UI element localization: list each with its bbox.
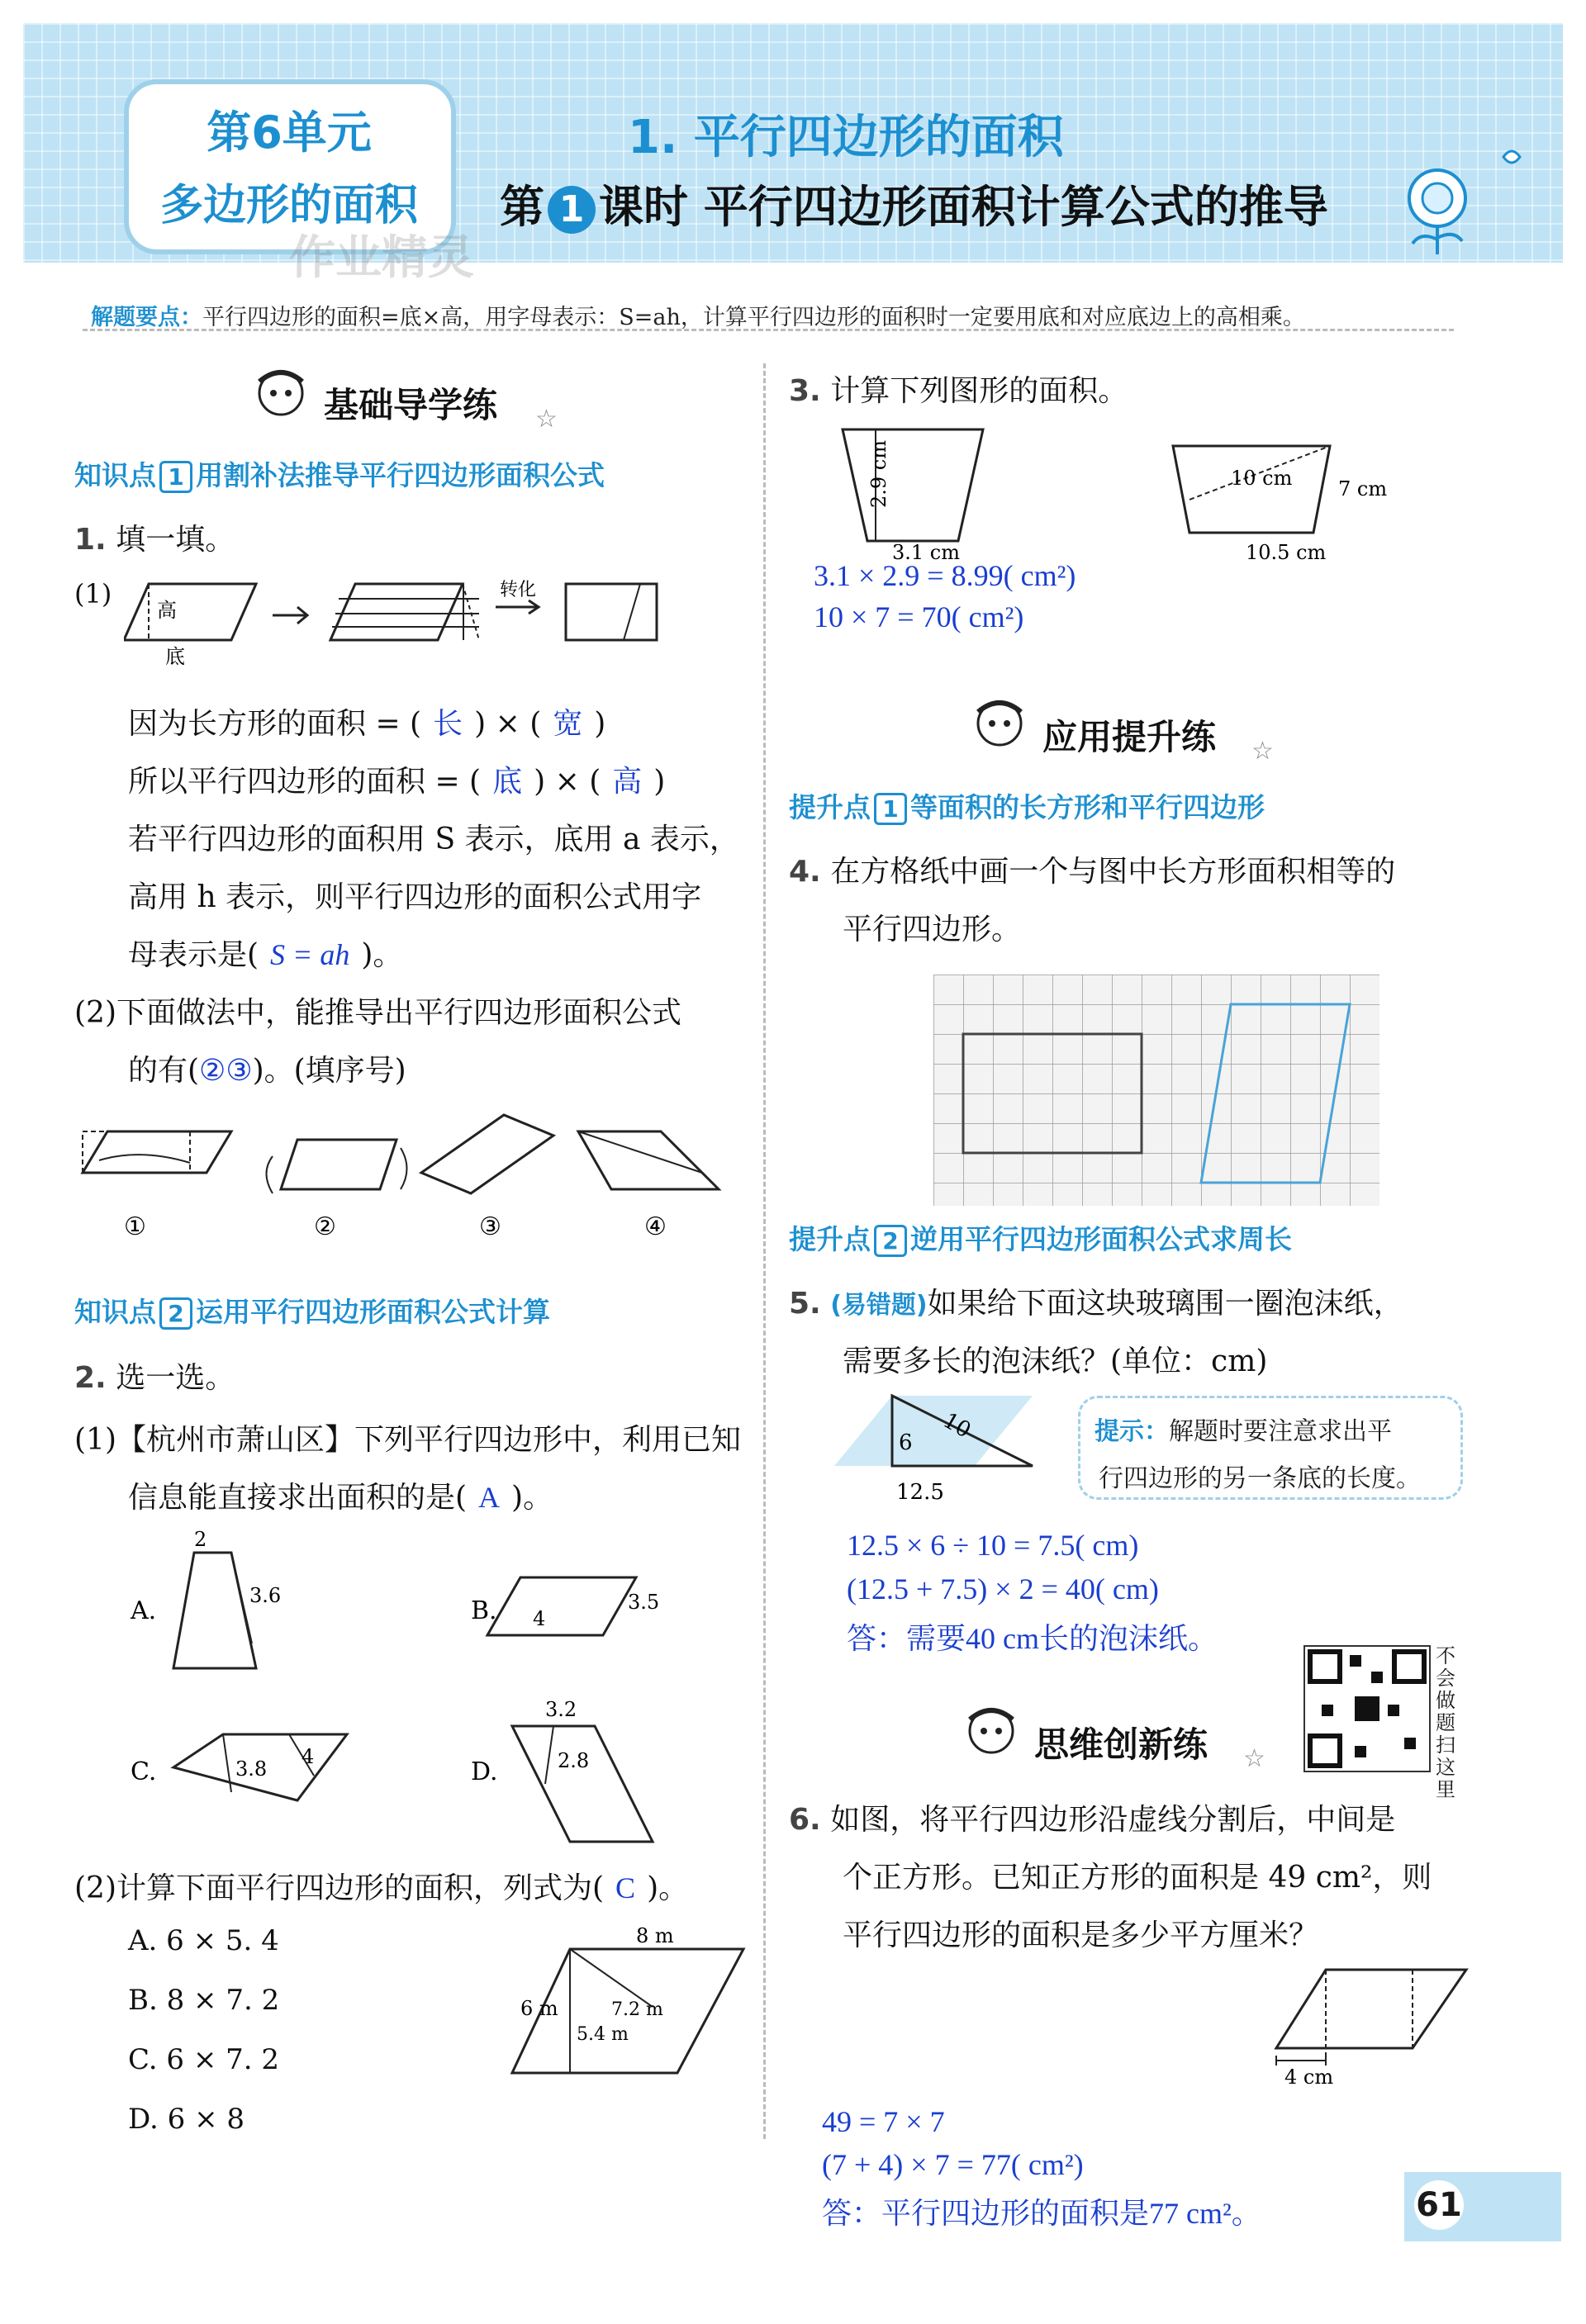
tip-divider [83,329,1454,331]
svg-text:10.5 cm: 10.5 cm [1246,541,1327,564]
q2-part1-line1: (1)【杭州市萧山区】下列平行四边形中，利用已知 [74,1423,741,1457]
q1-part2-line2: 的有(②③)。(填序号) [128,1054,406,1088]
section-apply: 应用提升练 [1042,717,1217,757]
section-title: 1. 平行四边形的面积 [628,111,1064,164]
svg-text:6 m: 6 m [520,1997,558,2020]
question-6-line3: 平行四边形的面积是多少平方厘米？ [843,1918,1319,1952]
improve-point-1: 提升点 1 等面积的长方形和平行四边形 [789,791,1265,823]
q2-option-figures [124,1528,752,1850]
question-6-line2: 个正方形。已知正方形的面积是 49 cm²，则 [843,1861,1432,1895]
q6-answer-1: 49 = 7 × 7 [822,2105,945,2138]
fig-label-base: 底 [165,645,185,668]
option-d-label: D. [471,1757,498,1786]
hint-line2: 行四边形的另一条底的长度。 [1099,1464,1421,1493]
q1-part2-line1: (2)下面做法中，能推导出平行四边形面积公式 [74,996,681,1030]
choice-1-label: ① [124,1212,146,1239]
svg-text:3.6: 3.6 [249,1584,282,1607]
q3-answer-2: 10 × 7 = 70( cm²) [814,600,1024,633]
lesson-title: 第 1 课时 平行四边形面积计算公式的推导 [500,181,1328,233]
q4-grid [933,975,1379,1206]
svg-text:10: 10 [938,1408,976,1444]
star-icon: ☆ [1243,1744,1265,1773]
star-icon: ☆ [535,405,558,434]
option-a-label: A. [131,1596,157,1625]
lesson-number-badge: 1 [548,186,596,234]
question-4-line1: 4. 在方格纸中画一个与图中长方形面积相等的 [789,855,1396,889]
section-creative: 思维创新练 [1034,1724,1208,1765]
question-1-title: 1. 填一填。 [74,523,235,557]
svg-text:7 cm: 7 cm [1338,477,1388,500]
question-4-line2: 平行四边形。 [843,913,1022,946]
q5-answer-1: 12.5 × 6 ÷ 10 = 7.5( cm) [847,1529,1139,1562]
knowledge-point-1: 知识点 1 用割补法推导平行四边形面积公式 [74,459,605,491]
solving-tip: 解题要点：平行四边形的面积=底×高，用字母表示：S=ah，计算平行四边形的面积时一定要用底和对应底边上的高相乘。 [91,305,1305,330]
q5-answer-3: 答：需要40 cm长的泡沫纸。 [847,1622,1218,1655]
question-5-line1: 5. (易错题)如果给下面这块玻璃围一圈泡沫纸， [789,1287,1403,1321]
q1-line4: 高用 h 表示，则平行四边形的面积公式用字 [128,880,702,914]
choice-2-label: ② [314,1212,336,1239]
student-mascot-icon [248,363,314,429]
svg-text:2.9 cm: 2.9 cm [867,440,890,508]
q2-option-d: D. 6 × 8 [128,2103,245,2136]
q3-answer-1: 3.1 × 2.9 = 8.99( cm²) [814,559,1076,592]
error-prone-tag: (易错题) [830,1291,928,1320]
svg-text:4: 4 [302,1745,315,1768]
svg-text:3.5: 3.5 [628,1591,660,1614]
qr-pattern-icon [1305,1647,1429,1771]
watermark: 作业精灵 [289,231,474,285]
question-5-line2: 需要多长的泡沫纸？(单位：cm) [843,1345,1268,1378]
svg-text:2: 2 [194,1528,207,1551]
q5-glass-figure [834,1392,1049,1515]
q3-figures [826,417,1388,566]
svg-text:3.1 cm: 3.1 cm [892,541,960,564]
knowledge-point-2: 知识点 2 运用平行四边形面积公式计算 [74,1296,550,1328]
page-number: 61 [1414,2180,1464,2230]
q6-figure [1268,1961,1474,2094]
question-3-title: 3. 计算下列图形的面积。 [789,374,1128,408]
star-icon: ☆ [1251,737,1274,766]
option-c-label: C. [131,1757,157,1786]
svg-text:3.2: 3.2 [545,1698,577,1721]
qr-caption: 不会做题扫这里 [1436,1644,1455,1801]
q1-line1: 因为长方形的面积 = ( 长 ) × ( 宽 ) [128,707,606,741]
svg-text:12.5: 12.5 [896,1480,944,1505]
q1-part1-label: (1) [74,578,112,609]
choice-3-label: ③ [479,1212,501,1239]
q2-part2-figure [504,1924,752,2089]
improve-point-2: 提升点 2 逆用平行四边形面积公式求周长 [789,1223,1292,1255]
question-2-title: 2. 选一选。 [74,1361,235,1395]
q1-line2: 所以平行四边形的面积 = ( 底 ) × ( 高 ) [128,765,666,799]
fig-label-height: 高 [157,599,177,622]
q2-option-b: B. 8 × 7. 2 [128,1984,280,2017]
column-divider [763,363,766,2139]
q6-answer-3: 答：平行四边形的面积是77 cm²。 [822,2197,1261,2230]
hint-line1: 提示：解题时要注意求出平 [1095,1417,1392,1446]
unit-title: 多边形的面积 [159,181,418,230]
student-mascot-icon [966,694,1033,760]
svg-text:4: 4 [533,1607,546,1630]
q5-answer-2: (12.5 + 7.5) × 2 = 40( cm) [847,1572,1159,1605]
student-mascot-icon [958,1701,1024,1767]
question-6-line1: 6. 如图，将平行四边形沿虚线分割后，中间是 [789,1803,1396,1837]
q1-line3: 若平行四边形的面积用 S 表示，底用 a 表示， [128,823,739,856]
svg-text:2.8: 2.8 [558,1749,590,1772]
svg-text:6: 6 [899,1430,913,1455]
svg-text:10 cm: 10 cm [1231,467,1293,490]
fig-label-transform: 转化 [500,580,537,600]
section-basic: 基础导学练 [324,385,498,425]
q2-part2-line: (2)计算下面平行四边形的面积，列式为( C )。 [74,1871,689,1905]
q2-option-c: C. 6 × 7. 2 [128,2043,280,2076]
q1-line5: 母表示是( S = ah )。 [128,938,403,972]
svg-text:7.2 m: 7.2 m [611,1999,663,2020]
svg-text:4 cm: 4 cm [1284,2066,1334,2089]
svg-text:5.4 m: 5.4 m [577,2024,629,2045]
q1-method-figures [74,1098,752,1239]
flower-decoration-icon [1371,140,1536,256]
qr-code[interactable] [1303,1645,1431,1772]
choice-4-label: ④ [644,1212,667,1239]
unit-number: 第6单元 [207,107,372,159]
q1-transform-figure [124,574,677,673]
q2-option-a: A. 6 × 5. 4 [128,1924,279,1957]
svg-text:8 m: 8 m [636,1924,674,1947]
svg-text:3.8: 3.8 [235,1757,268,1781]
option-b-label: B. [471,1596,497,1625]
q2-part1-line2: 信息能直接求出面积的是( A )。 [128,1481,553,1515]
q6-answer-2: (7 + 4) × 7 = 77( cm²) [822,2148,1084,2181]
